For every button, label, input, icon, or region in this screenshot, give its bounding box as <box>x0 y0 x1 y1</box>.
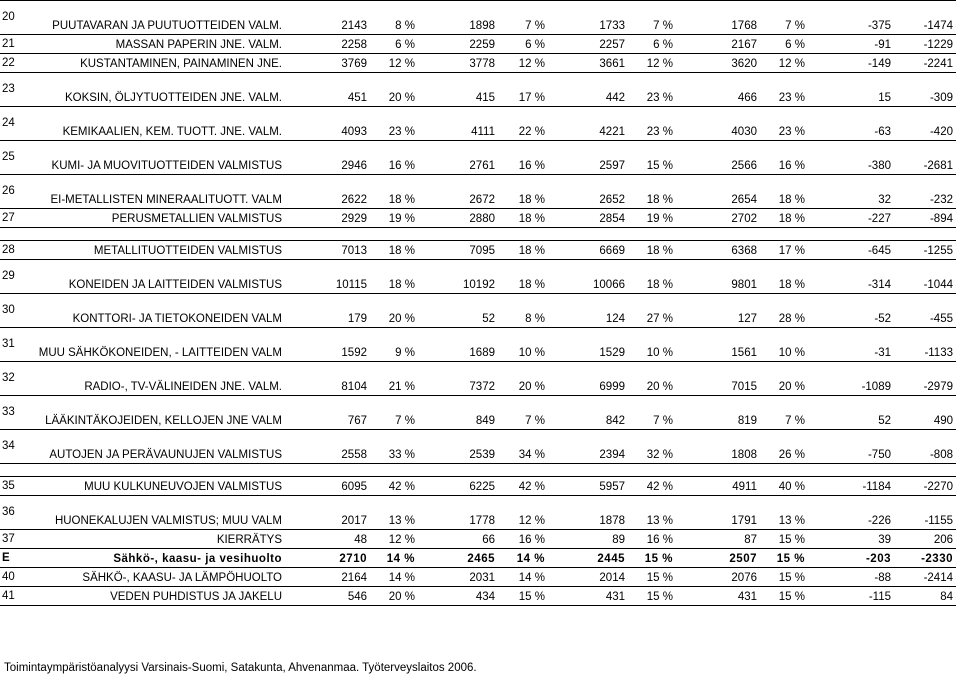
table-row <box>0 1 956 35</box>
value-col1: 2710 <box>286 549 370 568</box>
share-col4: 7 % <box>760 1 808 35</box>
share-col4: 13 % <box>760 496 808 530</box>
table-row <box>0 241 956 260</box>
table-row <box>0 496 956 530</box>
share-col1: 12 % <box>370 530 418 549</box>
value-col1: 7013 <box>286 241 370 260</box>
value-col3: 431 <box>548 587 628 606</box>
share-col4: 15 % <box>760 549 808 568</box>
value-col4: 2167 <box>676 35 760 54</box>
share-col1: 14 % <box>370 549 418 568</box>
value-col4: 819 <box>676 396 760 430</box>
industry-code: 41 <box>0 587 30 606</box>
value-col4: 3620 <box>676 54 760 73</box>
value-col4: 2566 <box>676 141 760 175</box>
source-footnote: Toimintaympäristöanalyysi Varsinais-Suomi, Satakunta, Ahvenanmaa. Työterveyslaitos 2006. <box>4 662 477 674</box>
share-col2: 15 % <box>498 587 548 606</box>
table-row <box>0 328 956 362</box>
value-col4: 7015 <box>676 362 760 396</box>
industry-code: 31 <box>0 328 30 362</box>
share-col2: 14 % <box>498 549 548 568</box>
share-col3: 7 % <box>628 1 676 35</box>
share-col2: 7 % <box>498 396 548 430</box>
value-col2: 415 <box>418 73 498 107</box>
value-col3: 10066 <box>548 260 628 294</box>
industry-name: AUTOJEN JA PERÄVAUNUJEN VALMISTUS <box>30 430 286 464</box>
value-col3: 124 <box>548 294 628 328</box>
value-col1: 2946 <box>286 141 370 175</box>
value-col4: 466 <box>676 73 760 107</box>
share-col4: 40 % <box>760 477 808 496</box>
share-col3: 20 % <box>628 362 676 396</box>
industry-code: E <box>0 549 30 568</box>
value-col2: 3778 <box>418 54 498 73</box>
industry-code: 30 <box>0 294 30 328</box>
value-col4: 87 <box>676 530 760 549</box>
share-col3: 32 % <box>628 430 676 464</box>
change-col2: -2681 <box>894 141 956 175</box>
share-col3: 15 % <box>628 549 676 568</box>
change-col1: -645 <box>808 241 894 260</box>
change-col2: -1229 <box>894 35 956 54</box>
value-col1: 10115 <box>286 260 370 294</box>
industry-code: 40 <box>0 568 30 587</box>
share-col4: 7 % <box>760 396 808 430</box>
share-col2: 18 % <box>498 175 548 209</box>
value-col1: 2143 <box>286 1 370 35</box>
share-col2: 14 % <box>498 568 548 587</box>
share-col2: 8 % <box>498 294 548 328</box>
share-col1: 18 % <box>370 241 418 260</box>
change-col2: -808 <box>894 430 956 464</box>
share-col3: 19 % <box>628 209 676 228</box>
industry-name: METALLITUOTTEIDEN VALMISTUS <box>30 241 286 260</box>
value-col4: 2076 <box>676 568 760 587</box>
industry-name: KIERRÄTYS <box>30 530 286 549</box>
change-col1: -203 <box>808 549 894 568</box>
value-col1: 2164 <box>286 568 370 587</box>
change-col1: -227 <box>808 209 894 228</box>
value-col4: 1791 <box>676 496 760 530</box>
share-col1: 42 % <box>370 477 418 496</box>
share-col1: 8 % <box>370 1 418 35</box>
share-col2: 16 % <box>498 530 548 549</box>
share-col3: 27 % <box>628 294 676 328</box>
industry-code: 22 <box>0 54 30 73</box>
table-row <box>0 175 956 209</box>
table-body <box>0 1 956 606</box>
change-col2: -894 <box>894 209 956 228</box>
share-col3: 12 % <box>628 54 676 73</box>
value-col1: 451 <box>286 73 370 107</box>
value-col2: 2465 <box>418 549 498 568</box>
value-col3: 842 <box>548 396 628 430</box>
change-col1: -31 <box>808 328 894 362</box>
change-col1: -115 <box>808 587 894 606</box>
table-row <box>0 396 956 430</box>
industry-name: KEMIKAALIEN, KEM. TUOTT. JNE. VALM. <box>30 107 286 141</box>
change-col1: 15 <box>808 73 894 107</box>
value-col2: 2672 <box>418 175 498 209</box>
change-col2: 206 <box>894 530 956 549</box>
industry-code: 29 <box>0 260 30 294</box>
value-col2: 4111 <box>418 107 498 141</box>
value-col1: 8104 <box>286 362 370 396</box>
share-col1: 23 % <box>370 107 418 141</box>
value-col4: 2702 <box>676 209 760 228</box>
change-col2: -1155 <box>894 496 956 530</box>
industry-name: KONTTORI- JA TIETOKONEIDEN VALM <box>30 294 286 328</box>
share-col4: 16 % <box>760 141 808 175</box>
table-row <box>0 107 956 141</box>
change-col2: -309 <box>894 73 956 107</box>
industry-code: 24 <box>0 107 30 141</box>
change-col1: -88 <box>808 568 894 587</box>
value-col2: 2761 <box>418 141 498 175</box>
value-col1: 2017 <box>286 496 370 530</box>
industry-code: 33 <box>0 396 30 430</box>
value-col3: 2394 <box>548 430 628 464</box>
share-col1: 33 % <box>370 430 418 464</box>
table-row <box>0 73 956 107</box>
share-col3: 18 % <box>628 260 676 294</box>
share-col2: 7 % <box>498 1 548 35</box>
value-col2: 6225 <box>418 477 498 496</box>
value-col1: 2622 <box>286 175 370 209</box>
table-row <box>0 568 956 587</box>
industry-code: 37 <box>0 530 30 549</box>
share-col2: 16 % <box>498 141 548 175</box>
share-col1: 6 % <box>370 35 418 54</box>
share-col1: 18 % <box>370 175 418 209</box>
change-col2: 490 <box>894 396 956 430</box>
share-col3: 15 % <box>628 568 676 587</box>
share-col2: 12 % <box>498 54 548 73</box>
industry-name: MASSAN PAPERIN JNE. VALM. <box>30 35 286 54</box>
share-col1: 19 % <box>370 209 418 228</box>
table-row <box>0 362 956 396</box>
share-col4: 18 % <box>760 175 808 209</box>
value-col1: 2258 <box>286 35 370 54</box>
industry-code: 26 <box>0 175 30 209</box>
table-row <box>0 587 956 606</box>
industry-code: 35 <box>0 477 30 496</box>
industry-code: 21 <box>0 35 30 54</box>
share-col4: 23 % <box>760 107 808 141</box>
share-col3: 6 % <box>628 35 676 54</box>
share-col2: 10 % <box>498 328 548 362</box>
value-col1: 1592 <box>286 328 370 362</box>
share-col4: 18 % <box>760 209 808 228</box>
value-col1: 48 <box>286 530 370 549</box>
value-col4: 9801 <box>676 260 760 294</box>
value-col3: 3661 <box>548 54 628 73</box>
change-col1: -63 <box>808 107 894 141</box>
industry-code: 32 <box>0 362 30 396</box>
value-col4: 6368 <box>676 241 760 260</box>
share-col3: 18 % <box>628 175 676 209</box>
change-col2: -1474 <box>894 1 956 35</box>
change-col2: -1044 <box>894 260 956 294</box>
change-col2: -2330 <box>894 549 956 568</box>
value-col1: 546 <box>286 587 370 606</box>
change-col2: -2979 <box>894 362 956 396</box>
table-row <box>0 35 956 54</box>
change-col1: -52 <box>808 294 894 328</box>
table-row <box>0 141 956 175</box>
change-col2: -232 <box>894 175 956 209</box>
industry-name: EI-METALLISTEN MINERAALITUOTT. VALM <box>30 175 286 209</box>
share-col1: 16 % <box>370 141 418 175</box>
industry-name: KUMI- JA MUOVITUOTTEIDEN VALMISTUS <box>30 141 286 175</box>
change-col1: -1089 <box>808 362 894 396</box>
value-col4: 4030 <box>676 107 760 141</box>
share-col1: 20 % <box>370 73 418 107</box>
change-col1: 52 <box>808 396 894 430</box>
change-col2: -2414 <box>894 568 956 587</box>
industry-name: VEDEN PUHDISTUS JA JAKELU <box>30 587 286 606</box>
share-col2: 18 % <box>498 241 548 260</box>
share-col4: 6 % <box>760 35 808 54</box>
value-col3: 5957 <box>548 477 628 496</box>
table-row <box>0 294 956 328</box>
change-col1: -380 <box>808 141 894 175</box>
block-separator <box>0 228 956 241</box>
value-col2: 2031 <box>418 568 498 587</box>
industry-code: 25 <box>0 141 30 175</box>
value-col2: 10192 <box>418 260 498 294</box>
table-row <box>0 260 956 294</box>
value-col1: 4093 <box>286 107 370 141</box>
share-col4: 23 % <box>760 73 808 107</box>
share-col4: 15 % <box>760 587 808 606</box>
change-col2: 84 <box>894 587 956 606</box>
value-col2: 849 <box>418 396 498 430</box>
share-col3: 42 % <box>628 477 676 496</box>
industry-name: MUU SÄHKÖKONEIDEN, - LAITTEIDEN VALM <box>30 328 286 362</box>
block-separator <box>0 464 956 477</box>
value-col2: 7372 <box>418 362 498 396</box>
share-col2: 20 % <box>498 362 548 396</box>
value-col3: 2597 <box>548 141 628 175</box>
change-col1: 39 <box>808 530 894 549</box>
share-col3: 13 % <box>628 496 676 530</box>
change-col1: -750 <box>808 430 894 464</box>
value-col3: 1733 <box>548 1 628 35</box>
value-col4: 4911 <box>676 477 760 496</box>
value-col4: 1768 <box>676 1 760 35</box>
value-col3: 89 <box>548 530 628 549</box>
industry-code: 28 <box>0 241 30 260</box>
change-col1: -91 <box>808 35 894 54</box>
value-col2: 66 <box>418 530 498 549</box>
share-col1: 20 % <box>370 587 418 606</box>
share-col1: 9 % <box>370 328 418 362</box>
change-col2: -455 <box>894 294 956 328</box>
share-col2: 22 % <box>498 107 548 141</box>
value-col3: 2652 <box>548 175 628 209</box>
share-col2: 12 % <box>498 496 548 530</box>
change-col1: -226 <box>808 496 894 530</box>
share-col1: 13 % <box>370 496 418 530</box>
value-col3: 2257 <box>548 35 628 54</box>
value-col3: 6669 <box>548 241 628 260</box>
value-col4: 1561 <box>676 328 760 362</box>
value-col2: 7095 <box>418 241 498 260</box>
share-col4: 18 % <box>760 260 808 294</box>
share-col1: 14 % <box>370 568 418 587</box>
change-col2: -2270 <box>894 477 956 496</box>
value-col1: 2558 <box>286 430 370 464</box>
share-col2: 17 % <box>498 73 548 107</box>
value-col4: 127 <box>676 294 760 328</box>
share-col3: 23 % <box>628 107 676 141</box>
share-col4: 10 % <box>760 328 808 362</box>
table-row <box>0 430 956 464</box>
industry-code: 23 <box>0 73 30 107</box>
table-row <box>0 209 956 228</box>
share-col4: 26 % <box>760 430 808 464</box>
industry-name: KONEIDEN JA LAITTEIDEN VALMISTUS <box>30 260 286 294</box>
share-col1: 7 % <box>370 396 418 430</box>
share-col2: 18 % <box>498 260 548 294</box>
industry-name: Sähkö-, kaasu- ja vesihuolto <box>30 549 286 568</box>
value-col3: 6999 <box>548 362 628 396</box>
change-col1: -149 <box>808 54 894 73</box>
share-col2: 34 % <box>498 430 548 464</box>
industry-name: HUONEKALUJEN VALMISTUS; MUU VALM <box>30 496 286 530</box>
value-col1: 2929 <box>286 209 370 228</box>
change-col2: -420 <box>894 107 956 141</box>
industry-name: PERUSMETALLIEN VALMISTUS <box>30 209 286 228</box>
value-col2: 52 <box>418 294 498 328</box>
share-col4: 17 % <box>760 241 808 260</box>
industry-code: 36 <box>0 496 30 530</box>
industry-name: MUU KULKUNEUVOJEN VALMISTUS <box>30 477 286 496</box>
share-col3: 15 % <box>628 587 676 606</box>
table-row <box>0 54 956 73</box>
share-col3: 15 % <box>628 141 676 175</box>
share-col3: 18 % <box>628 241 676 260</box>
value-col3: 442 <box>548 73 628 107</box>
value-col2: 1898 <box>418 1 498 35</box>
share-col4: 15 % <box>760 530 808 549</box>
value-col2: 1689 <box>418 328 498 362</box>
change-col1: -375 <box>808 1 894 35</box>
share-col2: 6 % <box>498 35 548 54</box>
change-col2: -1133 <box>894 328 956 362</box>
value-col3: 2014 <box>548 568 628 587</box>
industry-name: RADIO-, TV-VÄLINEIDEN JNE. VALM. <box>30 362 286 396</box>
change-col1: -1184 <box>808 477 894 496</box>
table-row <box>0 530 956 549</box>
share-col1: 20 % <box>370 294 418 328</box>
value-col3: 1878 <box>548 496 628 530</box>
share-col4: 28 % <box>760 294 808 328</box>
industry-code: 34 <box>0 430 30 464</box>
change-col1: 32 <box>808 175 894 209</box>
value-col3: 2854 <box>548 209 628 228</box>
value-col4: 431 <box>676 587 760 606</box>
value-col2: 2259 <box>418 35 498 54</box>
value-col1: 179 <box>286 294 370 328</box>
share-col3: 23 % <box>628 73 676 107</box>
table-row <box>0 549 956 568</box>
share-col2: 42 % <box>498 477 548 496</box>
industry-name: LÄÄKINTÄKOJEIDEN, KELLOJEN JNE VALM <box>30 396 286 430</box>
share-col2: 18 % <box>498 209 548 228</box>
value-col4: 1808 <box>676 430 760 464</box>
share-col1: 12 % <box>370 54 418 73</box>
value-col3: 2445 <box>548 549 628 568</box>
value-col1: 767 <box>286 396 370 430</box>
change-col1: -314 <box>808 260 894 294</box>
value-col1: 3769 <box>286 54 370 73</box>
share-col1: 21 % <box>370 362 418 396</box>
change-col2: -2241 <box>894 54 956 73</box>
share-col3: 7 % <box>628 396 676 430</box>
value-col1: 6095 <box>286 477 370 496</box>
share-col3: 16 % <box>628 530 676 549</box>
value-col3: 4221 <box>548 107 628 141</box>
industry-name: SÄHKÖ-, KAASU- JA LÄMPÖHUOLTO <box>30 568 286 587</box>
share-col4: 15 % <box>760 568 808 587</box>
industry-code: 20 <box>0 1 30 35</box>
share-col1: 18 % <box>370 260 418 294</box>
industry-name: PUUTAVARAN JA PUUTUOTTEIDEN VALM. <box>30 1 286 35</box>
value-col2: 2880 <box>418 209 498 228</box>
table-row <box>0 477 956 496</box>
share-col4: 12 % <box>760 54 808 73</box>
value-col2: 434 <box>418 587 498 606</box>
value-col3: 1529 <box>548 328 628 362</box>
share-col3: 10 % <box>628 328 676 362</box>
value-col2: 1778 <box>418 496 498 530</box>
value-col2: 2539 <box>418 430 498 464</box>
industry-code: 27 <box>0 209 30 228</box>
industry-name: KOKSIN, ÖLJYTUOTTEIDEN JNE. VALM. <box>30 73 286 107</box>
industry-name: KUSTANTAMINEN, PAINAMINEN JNE. <box>30 54 286 73</box>
value-col4: 2654 <box>676 175 760 209</box>
share-col4: 20 % <box>760 362 808 396</box>
value-col4: 2507 <box>676 549 760 568</box>
change-col2: -1255 <box>894 241 956 260</box>
